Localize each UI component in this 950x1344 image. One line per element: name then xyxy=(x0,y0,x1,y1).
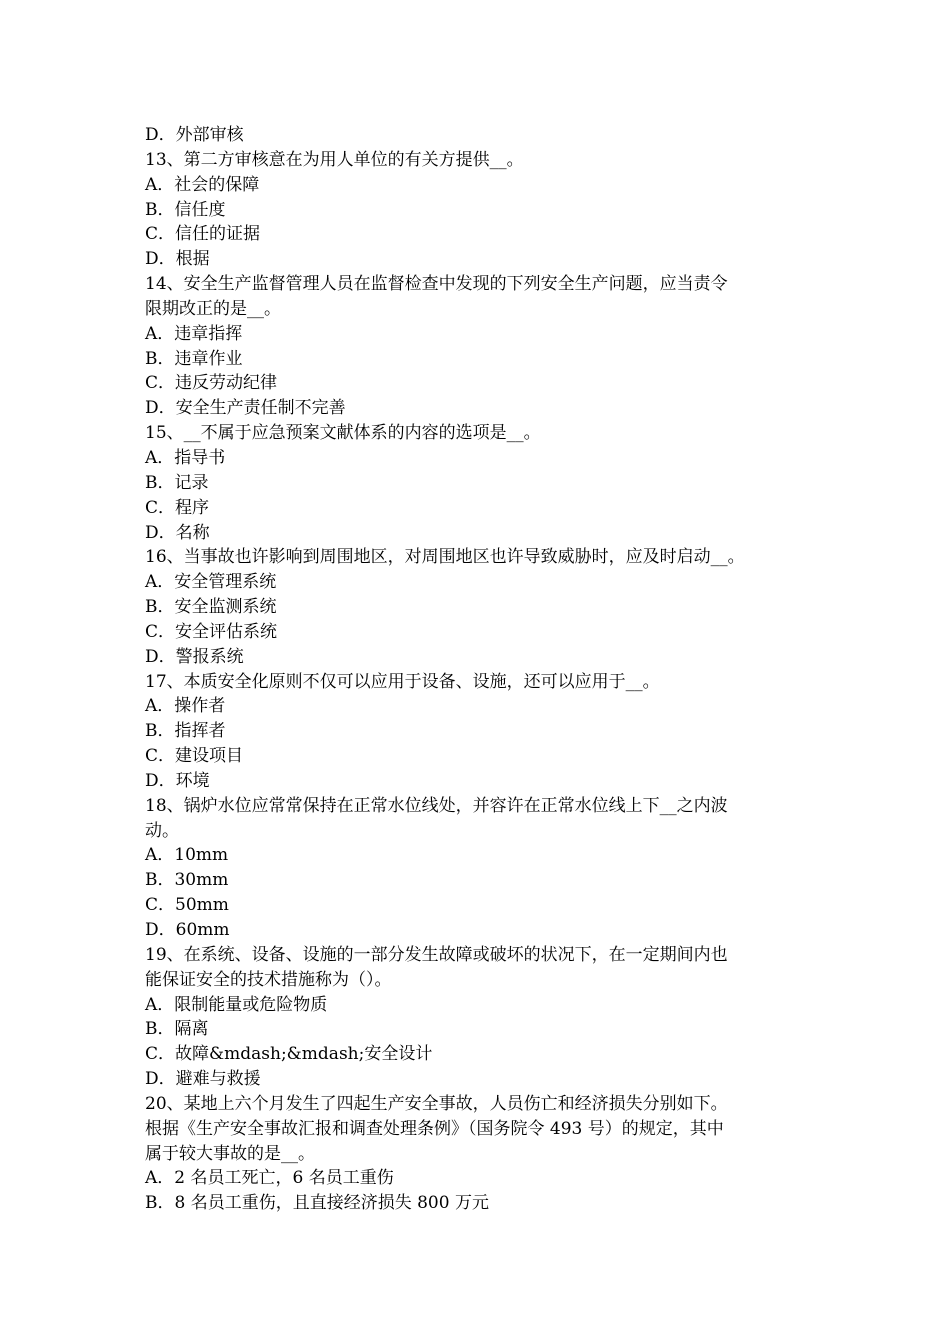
option-line: C．信任的证据 xyxy=(145,224,261,245)
option-line: B．违章作业 xyxy=(145,348,243,369)
option-line: C．安全评估系统 xyxy=(145,621,278,642)
question-line: 15、__不属于应急预案文献体系的内容的选项是__。 xyxy=(145,423,541,444)
option-line: A．安全管理系统 xyxy=(145,572,277,593)
question-line: 14、安全生产监督管理人员在监督检查中发现的下列安全生产问题，应当责令 xyxy=(145,274,728,295)
option-line: A．违章指挥 xyxy=(145,323,243,344)
question-line: 根据《生产安全事故汇报和调查处理条例》（国务院令 493 号）的规定，其中 xyxy=(145,1118,724,1139)
option-line: C．50mm xyxy=(145,895,229,916)
option-line: A．2 名员工死亡，6 名员工重伤 xyxy=(145,1168,394,1189)
option-line: C．违反劳动纪律 xyxy=(145,373,278,394)
option-line: D．名称 xyxy=(145,522,210,543)
option-line: A．限制能量或危险物质 xyxy=(145,994,328,1015)
option-line: A．社会的保障 xyxy=(145,174,260,195)
option-line: B．30mm xyxy=(145,870,229,891)
option-line: B．信任度 xyxy=(145,199,226,220)
question-line: 动。 xyxy=(145,820,179,841)
option-line: B．安全监测系统 xyxy=(145,597,277,618)
option-line: A．操作者 xyxy=(145,696,226,717)
question-line: 18、锅炉水位应常常保持在正常水位线处，并容许在正常水位线上下__之内波 xyxy=(145,795,728,816)
option-line: C．程序 xyxy=(145,497,210,518)
option-line: D．外部审核 xyxy=(145,125,244,145)
option-line: A．指导书 xyxy=(145,447,226,468)
option-line: D．环境 xyxy=(145,770,210,791)
option-line: B．记录 xyxy=(145,472,209,493)
option-line: D．安全生产责任制不完善 xyxy=(145,398,346,419)
question-line: 属于较大事故的是__。 xyxy=(145,1143,315,1164)
option-line: B．隔离 xyxy=(145,1019,209,1040)
question-line: 19、在系统、设备、设施的一部分发生故障或破坏的状况下，在一定期间内也 xyxy=(145,944,728,965)
document-body xyxy=(145,123,810,1216)
option-line: A．10mm xyxy=(145,845,229,866)
question-line: 20、某地上六个月发生了四起生产安全事故，人员伤亡和经济损失分别如下。 xyxy=(145,1093,728,1114)
option-line: D．60mm xyxy=(145,920,230,940)
question-line: 17、本质安全化原则不仅可以应用于设备、设施，还可以应用于__。 xyxy=(145,671,660,692)
option-line: B．指挥者 xyxy=(145,721,226,742)
option-line: C．建设项目 xyxy=(145,746,244,767)
option-line: D．根据 xyxy=(145,249,210,270)
question-line: 16、当事故也许影响到周围地区，对周围地区也许导致威胁时，应及时启动__。 xyxy=(145,547,745,568)
question-line: 能保证安全的技术措施称为（）。 xyxy=(145,969,392,990)
question-line: 限期改正的是__。 xyxy=(145,298,281,319)
option-line: D．避难与救援 xyxy=(145,1069,261,1090)
option-line: C．故障&mdash;&mdash;安全设计 xyxy=(145,1044,433,1065)
option-line: B．8 名员工重伤，且直接经济损失 800 万元 xyxy=(145,1193,489,1214)
option-line: D．警报系统 xyxy=(145,646,244,667)
question-line: 13、第二方审核意在为用人单位的有关方提供__。 xyxy=(145,149,524,170)
